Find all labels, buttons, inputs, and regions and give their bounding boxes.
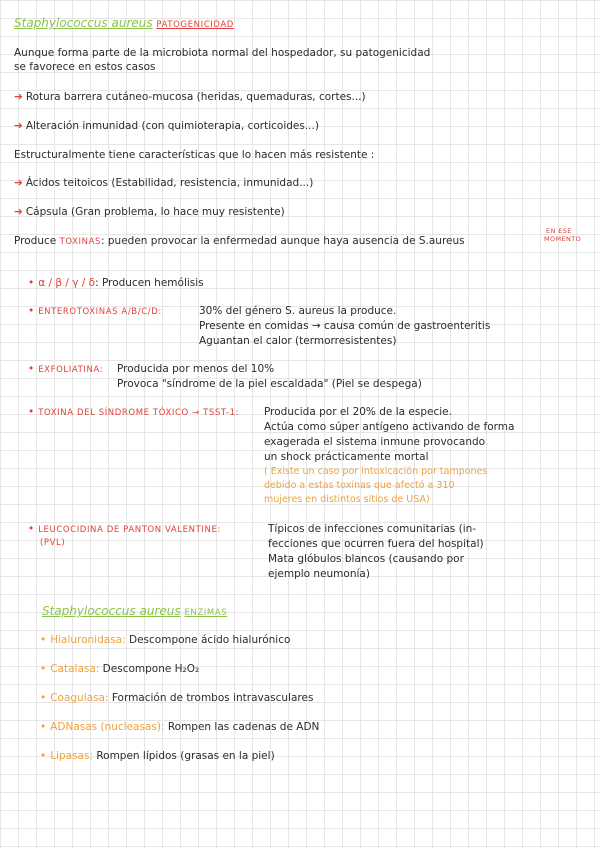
- exfol-line: Producida por menos del 10%: [117, 363, 275, 375]
- pvl-line: Típicos de infecciones comunitarias (in-: [268, 523, 477, 535]
- structure-bullet: ➔ Cápsula (Gran problema, lo hace muy resistente): [14, 206, 285, 218]
- exfol-item: [28, 362, 103, 377]
- arrow-icon: ➔: [14, 120, 23, 132]
- tss-line: Producida por el 20% de la especie.: [264, 406, 452, 418]
- tss-note-line: mujeres en distintos sitios de USA): [264, 494, 430, 505]
- exfol-label: EXFOLIATINA:: [38, 365, 104, 375]
- pvl-item: [28, 522, 221, 537]
- tss-label: TOXINA DEL SÍNDROME TÓXICO → TSST-1:: [38, 408, 240, 418]
- tss-line: Actúa como súper antígeno activando de forma: [264, 421, 515, 433]
- section2-title-sub: ENZIMAS: [184, 608, 228, 618]
- bullet-dot-icon: •: [40, 634, 47, 646]
- entero-line: 30% del género S. aureus la produce.: [199, 305, 397, 317]
- tss-note-line: ( Existe un caso por intoxicación por tampones: [264, 466, 488, 477]
- toxinas-label: TOXINAS: [59, 237, 101, 247]
- note-momento: MOMENTO: [544, 235, 582, 243]
- bullet-dot-icon: •: [28, 277, 35, 289]
- bullet-dot-icon: •: [28, 406, 35, 418]
- bullet-dot-icon: •: [40, 692, 47, 704]
- intro-line-2: se favorece en estos casos: [14, 61, 156, 73]
- bullet-dot-icon: •: [28, 523, 35, 535]
- tss-line: un shock prácticamente mortal: [264, 451, 429, 463]
- arrow-icon: ➔: [14, 206, 23, 218]
- exfol-line: Provoca "síndrome de la piel escaldada" (Piel se despega): [117, 378, 422, 390]
- enzyme-item: • Coagulasa: Formación de trombos intravasculares: [40, 692, 314, 704]
- enzyme-item: • ADNasas (nucleasas): Rompen las cadenas de ADN: [40, 721, 320, 733]
- produce-line: Produce TOXINAS: pueden provocar la enfermedad aunque haya ausencia de S.aureus: [14, 235, 465, 247]
- bullet-dot-icon: •: [28, 363, 35, 375]
- entero-label: ENTEROTOXINAS A/B/C/D:: [38, 307, 162, 317]
- enzyme-item: • Hialuronidasa: Descompone ácido hialurónico: [40, 634, 291, 646]
- arrow-icon: ➔: [14, 177, 23, 189]
- pvl-line: fecciones que ocurren fuera del hospital): [268, 538, 484, 550]
- section2-title-main: Staphylococcus aureus: [42, 604, 181, 618]
- factor-bullet: ➔ Alteración inmunidad (con quimioterapia, corticoides...): [14, 120, 319, 132]
- note-en-ese: EN ESE: [546, 227, 572, 235]
- pvl-label: LEUCOCIDINA DE PANTON VALENTINE:: [38, 525, 221, 535]
- entero-line: Presente en comidas → causa común de gastroenteritis: [199, 320, 491, 332]
- pvl-line: ejemplo neumonía): [268, 568, 370, 580]
- enzyme-item: • Lipasas: Rompen lípidos (grasas en la piel): [40, 750, 275, 762]
- intro-line-1: Aunque forma parte de la microbiota normal del hospedador, su patogenicidad: [14, 47, 431, 59]
- bullet-dot-icon: •: [28, 305, 35, 317]
- section1-title: [14, 16, 234, 32]
- section1-title-sub: PATOGENICIDAD: [156, 20, 234, 30]
- enzyme-item: • Catalasa: Descompone H₂O₂: [40, 663, 200, 675]
- pvl-line: Mata glóbulos blancos (causando por: [268, 553, 464, 565]
- factor-bullet: ➔ Rotura barrera cutáneo-mucosa (heridas, quemaduras, cortes...): [14, 91, 366, 103]
- bullet-dot-icon: •: [40, 663, 47, 675]
- tss-note-line: debido a estas toxinas que afectó a 310: [264, 480, 455, 491]
- bullet-dot-icon: •: [40, 750, 47, 762]
- tss-item: [28, 405, 239, 420]
- pvl-abbrev: (PVL): [40, 538, 66, 548]
- hemolysins-label: α / β / γ / δ: [38, 277, 96, 289]
- arrow-icon: ➔: [14, 91, 23, 103]
- bullet-dot-icon: •: [40, 721, 47, 733]
- structure-bullet: ➔ Ácidos teitoicos (Estabilidad, resistencia, inmunidad...): [14, 177, 314, 189]
- entero-item: [28, 304, 162, 319]
- tss-line: exagerada el sistema inmune provocando: [264, 436, 486, 448]
- section1-title-main: Staphylococcus aureus: [14, 16, 153, 30]
- structure-line: Estructuralmente tiene características que lo hacen más resistente :: [14, 149, 375, 161]
- hemolysins-item: • α / β / γ / δ: Producen hemólisis: [28, 277, 204, 289]
- section2-title: [42, 604, 227, 620]
- entero-line: Aguantan el calor (termorresistentes): [199, 335, 397, 347]
